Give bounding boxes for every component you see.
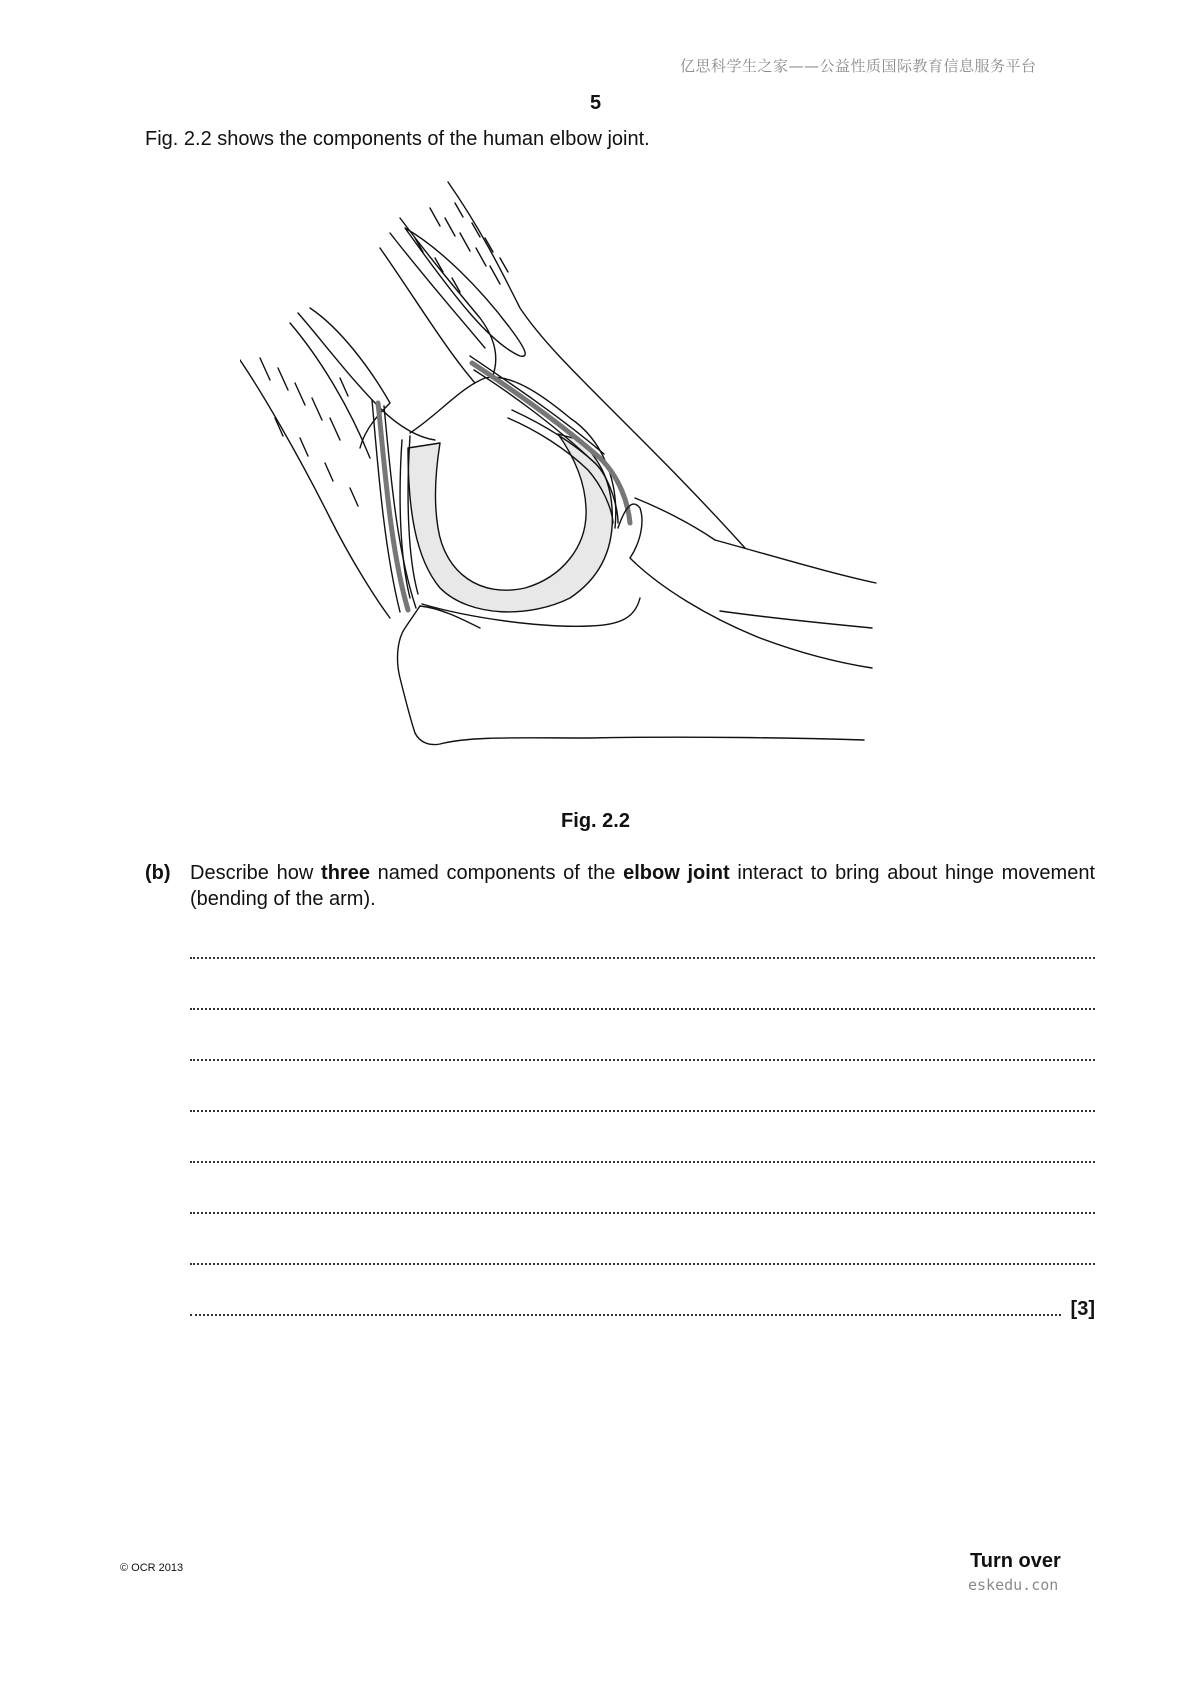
biceps-muscle	[240, 353, 390, 618]
marks-label: [3]	[1070, 1298, 1095, 1320]
page-number: 5	[589, 92, 602, 114]
answer-lines[interactable]	[190, 935, 1095, 1343]
intro-text: Fig. 2.2 shows the components of the human elbow joint.	[145, 128, 650, 150]
bold-three: three	[321, 862, 370, 884]
answer-line[interactable]	[190, 986, 1095, 1037]
answer-line[interactable]	[190, 1241, 1095, 1292]
answer-line[interactable]	[190, 1037, 1095, 1088]
header-watermark: 亿思科学生之家——公益性质国际教育信息服务平台	[680, 57, 1037, 75]
bold-elbow-joint: elbow joint	[623, 862, 730, 884]
elbow-joint-diagram	[240, 178, 960, 778]
answer-line[interactable]	[190, 935, 1095, 986]
footer-watermark: eskedu.con	[968, 1576, 1059, 1594]
ulna-shaft	[630, 558, 872, 668]
radius-bone	[398, 606, 864, 745]
figure-caption: Fig. 2.2	[561, 810, 630, 832]
copyright: © OCR 2013	[120, 1562, 184, 1574]
answer-line[interactable]	[190, 1139, 1095, 1190]
question-label: (b)	[145, 862, 171, 884]
elbow-joint-figure	[240, 178, 960, 778]
question-text: Describe how three named components of the elbow joint interact to bring about hinge movement (bending of the arm).	[190, 862, 1096, 910]
forearm-outline	[715, 540, 876, 583]
answer-line[interactable]	[190, 1292, 1095, 1343]
question-b	[145, 860, 1095, 912]
answer-line[interactable]	[190, 1088, 1095, 1139]
articular-cartilage	[408, 434, 612, 612]
turn-over: Turn over	[970, 1550, 1061, 1572]
answer-line[interactable]	[190, 1190, 1095, 1241]
